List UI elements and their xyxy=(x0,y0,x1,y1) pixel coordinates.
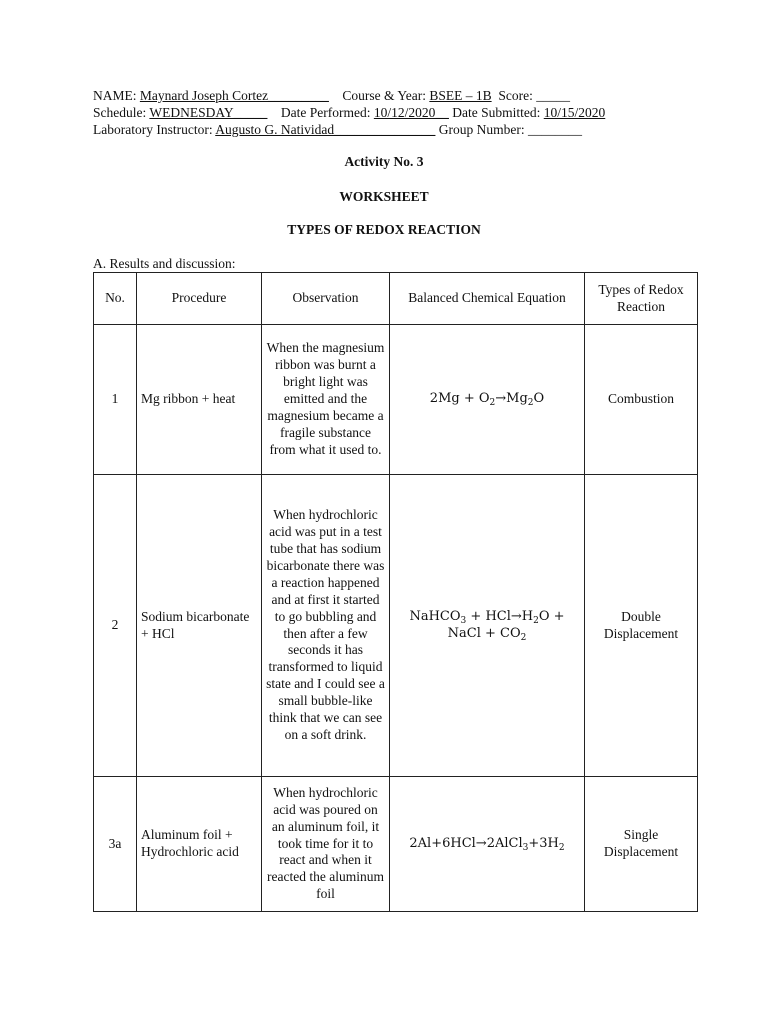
row-procedure: Mg ribbon + heat xyxy=(137,325,262,475)
section-label: A. Results and discussion: xyxy=(93,256,236,271)
date-performed-label: Date Performed: xyxy=(280,105,371,120)
date-submitted-value: 10/15/2020 xyxy=(543,105,606,120)
table-row xyxy=(94,777,698,912)
row-no: 3a xyxy=(94,777,137,912)
row-equation-text: $2Al+6HCl\to 2AlCl_3+3H_2$ xyxy=(409,835,565,853)
row-observation: When hydrochloric acid was poured on an aluminum foil, it took time for it to react and when it reacted the aluminum foil xyxy=(262,777,390,912)
row-type: Combustion xyxy=(585,325,698,475)
header-block xyxy=(93,87,605,138)
date-submitted-label: Date Submitted: xyxy=(452,105,541,120)
topic-title: TYPES OF REDOX REACTION xyxy=(287,222,481,237)
header-line-3 xyxy=(93,121,605,138)
name-label: NAME: xyxy=(93,88,137,103)
header-line-2 xyxy=(93,104,605,121)
header-no: No. xyxy=(94,273,137,325)
row-type: Single Displacement xyxy=(585,777,698,912)
results-table xyxy=(93,272,698,912)
table-row xyxy=(94,325,698,475)
table-row xyxy=(94,475,698,777)
header-equation: Balanced Chemical Equation xyxy=(390,273,585,325)
course-label: Course & Year: xyxy=(342,88,426,103)
row-type: Double Displacement xyxy=(585,475,698,777)
instructor-value: Augusto G. Natividad_______________ xyxy=(215,122,436,137)
header-procedure: Procedure xyxy=(137,273,262,325)
row-equation-text: $2Mg + O_2\to Mg_2O$ xyxy=(429,391,545,409)
row-no: 1 xyxy=(94,325,137,475)
date-performed-value: 10/12/2020__ xyxy=(373,105,449,120)
name-value: Maynard Joseph Cortez_________ xyxy=(139,88,329,103)
schedule-value: WEDNESDAY_____ xyxy=(149,105,268,120)
row-observation: When hydrochloric acid was put in a test tube that has sodium bicarbonate there was a reaction happened and at first it started to go bubbling and then after a few seconds it has transformed to liquid state and I could see a small bubble-like think that we can see on a soft drink. xyxy=(262,475,390,777)
group-label: Group Number: ________ xyxy=(438,122,582,137)
instructor-label: Laboratory Instructor: xyxy=(93,122,213,137)
row-equation xyxy=(390,325,585,475)
row-equation-text: NaHCO$_3$ + $HCl\to H_2O$ + NaCl + $CO_2$ xyxy=(409,608,565,643)
header-type: Types of Redox Reaction xyxy=(585,273,698,325)
row-equation xyxy=(390,475,585,777)
schedule-label: Schedule: xyxy=(93,105,147,120)
table-header-row xyxy=(94,273,698,325)
worksheet-title: WORKSHEET xyxy=(339,189,429,204)
score-label: Score: _____ xyxy=(498,88,570,103)
row-procedure: Sodium bicarbonate + HCl xyxy=(137,475,262,777)
row-no: 2 xyxy=(94,475,137,777)
header-line-1 xyxy=(93,87,605,104)
row-procedure: Aluminum foil + Hydrochloric acid xyxy=(137,777,262,912)
row-equation xyxy=(390,777,585,912)
row-observation: When the magnesium ribbon was burnt a bright light was emitted and the magnesium became a fragile substance from what it used to. xyxy=(262,325,390,475)
course-value: BSEE – 1B xyxy=(429,88,492,103)
header-observation: Observation xyxy=(262,273,390,325)
activity-title: Activity No. 3 xyxy=(344,154,424,169)
